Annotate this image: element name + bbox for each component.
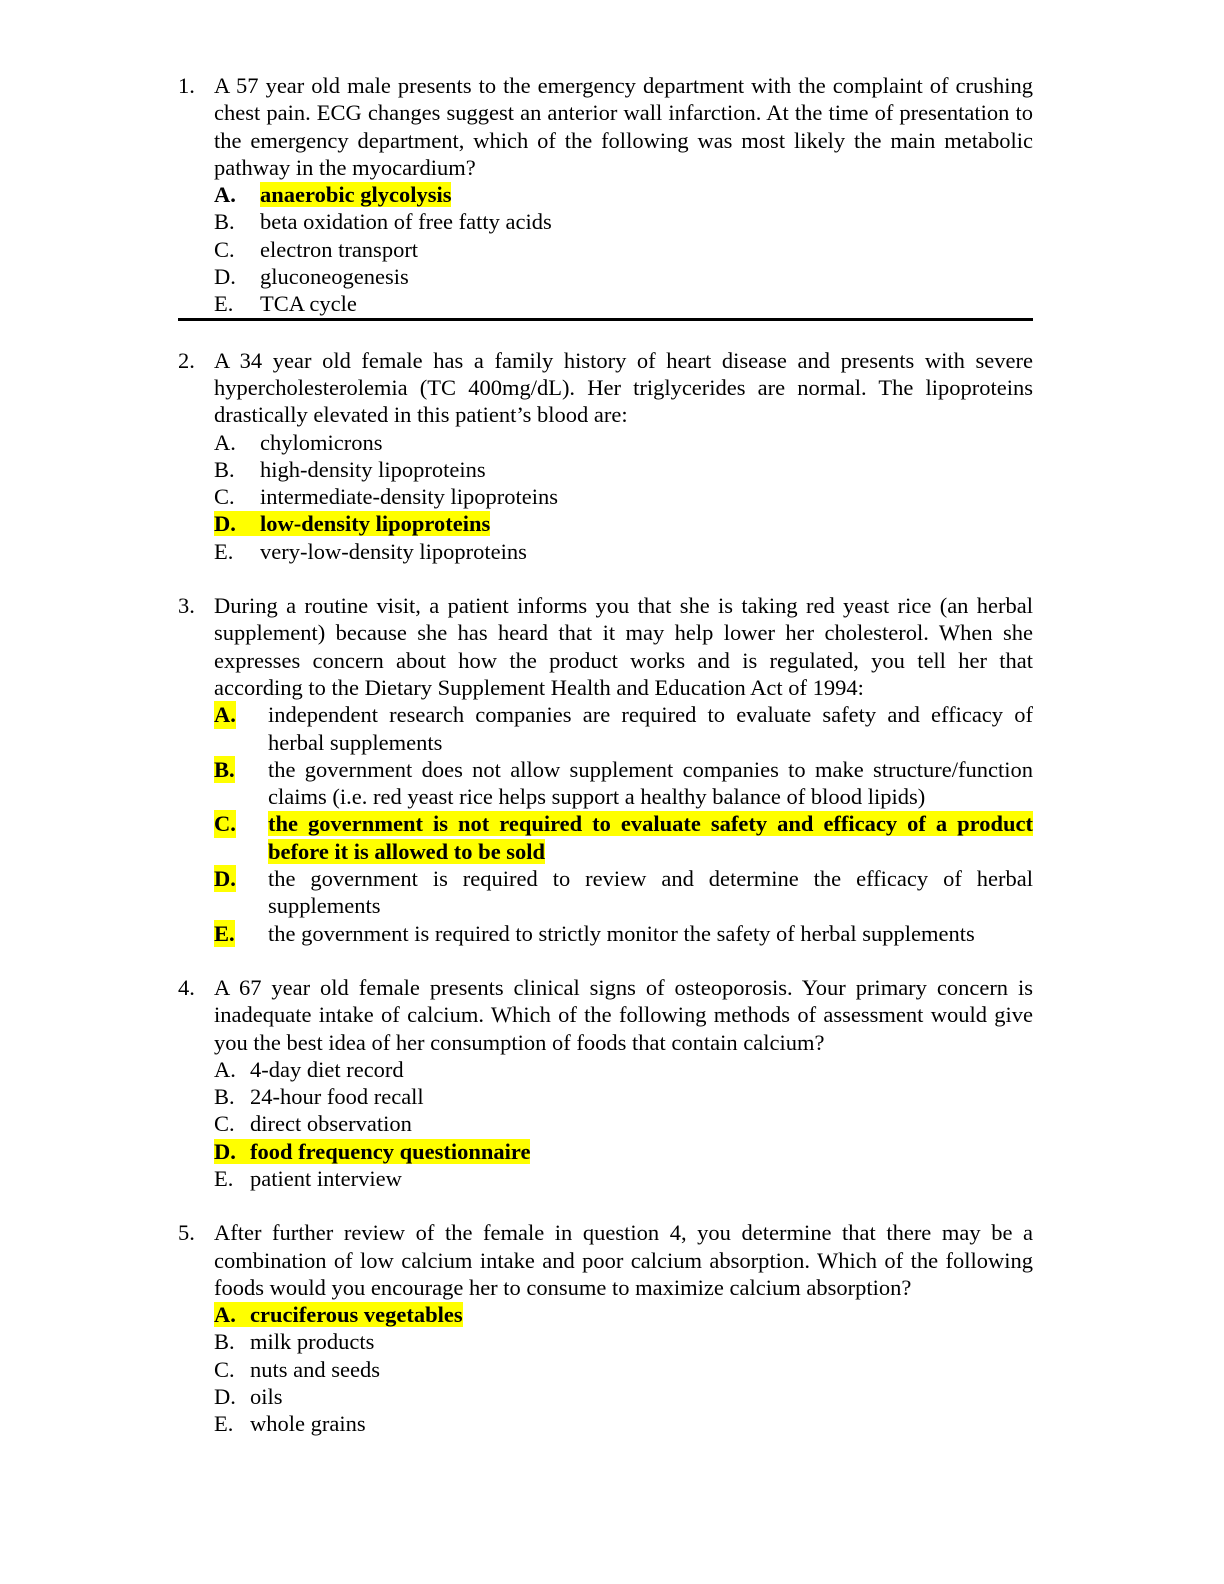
option-letter: E. bbox=[214, 1165, 234, 1191]
option-letter: E. bbox=[214, 291, 234, 317]
question-stem: During a routine visit, a patient informs you that she is taking red yeast rice (an herbal supplement) because she has heard that it may help lower her cholesterol. When she expresses concern about how the product works and is regulated, you tell her that according to the Dietary Supplement Health and Education Act of 1994: bbox=[214, 593, 1033, 700]
option-text: milk products bbox=[250, 1329, 375, 1355]
question-1 bbox=[178, 72, 1033, 318]
option-letter: B. bbox=[214, 1084, 235, 1110]
option-letter: A. bbox=[214, 1302, 236, 1328]
question-2 bbox=[178, 347, 1033, 565]
option-e bbox=[214, 920, 1033, 947]
option-c bbox=[214, 236, 1033, 263]
option-a bbox=[214, 429, 1033, 456]
question-number: 2. bbox=[178, 347, 195, 373]
option-letter: E. bbox=[214, 920, 235, 946]
option-a bbox=[214, 1056, 1033, 1083]
option-text: low-density lipoproteins bbox=[260, 511, 491, 537]
question-number: 1. bbox=[178, 73, 195, 98]
option-text: independent research companies are required to evaluate safety and efficacy of herbal supplements bbox=[268, 702, 1033, 755]
question-5 bbox=[178, 1219, 1033, 1437]
option-text: very-low-density lipoproteins bbox=[260, 538, 527, 564]
option-text: high-density lipoproteins bbox=[260, 456, 486, 482]
option-text: food frequency questionnaire bbox=[250, 1138, 531, 1164]
option-letter: C. bbox=[214, 236, 235, 262]
option-letter: C. bbox=[214, 1111, 235, 1137]
option-text: TCA cycle bbox=[260, 291, 357, 317]
option-a bbox=[214, 181, 1033, 208]
question-stem: After further review of the female in question 4, you determine that there may be a combination of low calcium intake and poor calcium absorption. Which of the following foods would you encourage her to consume to maximize calcium absorption? bbox=[214, 1220, 1033, 1300]
option-a bbox=[214, 1301, 1033, 1328]
option-text: nuts and seeds bbox=[250, 1356, 380, 1382]
option-text: the government is not required to evaluate safety and efficacy of a product before it is allowed to be sold bbox=[268, 811, 1033, 864]
question-stem: A 57 year old male presents to the emergency department with the complaint of crushing chest pain. ECG changes suggest an anterior wall infarction. At the time of presentation to the emergency department, which of the following was most likely the main metabolic pathway in the myocardium? bbox=[214, 73, 1033, 180]
option-b bbox=[214, 756, 1033, 811]
option-letter: C. bbox=[214, 811, 236, 837]
option-b bbox=[214, 1328, 1033, 1355]
question-3 bbox=[178, 592, 1033, 947]
option-text: cruciferous vegetables bbox=[250, 1302, 463, 1328]
option-text: patient interview bbox=[250, 1165, 402, 1191]
option-text: the government does not allow supplement companies to make structure/function claims (i.e. red yeast rice helps support a healthy balance of blood lipids) bbox=[268, 756, 1033, 810]
question-number: 4. bbox=[178, 974, 195, 1000]
question-number: 3. bbox=[178, 593, 195, 619]
option-b bbox=[214, 208, 1033, 235]
option-e bbox=[214, 1165, 1033, 1192]
option-text: the government is required to review and determine the efficacy of herbal supplements bbox=[268, 866, 1033, 919]
option-b bbox=[214, 1083, 1033, 1110]
option-letter: D. bbox=[214, 264, 236, 290]
option-text: electron transport bbox=[260, 236, 419, 262]
option-c bbox=[214, 483, 1033, 510]
option-text: gluconeogenesis bbox=[260, 264, 409, 290]
option-text: 4-day diet record bbox=[250, 1056, 404, 1082]
option-letter: D. bbox=[214, 866, 236, 892]
option-text: beta oxidation of free fatty acids bbox=[260, 209, 552, 235]
option-c bbox=[214, 1356, 1033, 1383]
option-letter: A. bbox=[214, 1056, 236, 1082]
option-e bbox=[214, 290, 1033, 317]
option-letter: D. bbox=[214, 511, 236, 537]
option-text: 24-hour food recall bbox=[250, 1084, 424, 1110]
option-letter: C. bbox=[214, 484, 235, 510]
option-text: direct observation bbox=[250, 1111, 412, 1137]
option-c bbox=[214, 810, 1033, 865]
option-d bbox=[214, 1383, 1033, 1410]
option-text: oils bbox=[250, 1384, 283, 1410]
option-letter: E. bbox=[214, 538, 234, 564]
option-text: the government is required to strictly monitor the safety of herbal supplements bbox=[268, 920, 975, 946]
question-4 bbox=[178, 974, 1033, 1192]
question-number: 5. bbox=[178, 1220, 195, 1246]
option-letter: C. bbox=[214, 1356, 235, 1382]
option-d bbox=[214, 865, 1033, 920]
option-e bbox=[214, 538, 1033, 565]
option-letter: A. bbox=[214, 702, 236, 728]
option-text: anaerobic glycolysis bbox=[260, 182, 452, 208]
option-letter: B. bbox=[214, 209, 235, 235]
option-a bbox=[214, 701, 1033, 756]
option-text: chylomicrons bbox=[260, 429, 383, 455]
option-letter: B. bbox=[214, 1329, 235, 1355]
option-d bbox=[214, 510, 1033, 537]
option-letter: B. bbox=[214, 756, 235, 782]
option-d bbox=[214, 1138, 1033, 1165]
option-text: whole grains bbox=[250, 1411, 366, 1437]
option-e bbox=[214, 1410, 1033, 1437]
option-letter: D. bbox=[214, 1138, 236, 1164]
option-d bbox=[214, 263, 1033, 290]
option-letter: A. bbox=[214, 182, 236, 208]
question-stem: A 34 year old female has a family history of heart disease and presents with severe hypercholesterolemia (TC 400mg/dL). Her triglycerides are normal. The lipoproteins drastically elevated in this patient’s blood are: bbox=[214, 347, 1033, 428]
option-b bbox=[214, 456, 1033, 483]
section-divider bbox=[178, 318, 1033, 321]
option-letter: E. bbox=[214, 1411, 234, 1437]
question-stem: A 67 year old female presents clinical signs of osteoporosis. Your primary concern is inadequate intake of calcium. Which of the following methods of assessment would give you the best idea of her consumption of foods that contain calcium? bbox=[214, 974, 1033, 1055]
option-c bbox=[214, 1110, 1033, 1137]
option-letter: B. bbox=[214, 456, 235, 482]
option-text: intermediate-density lipoproteins bbox=[260, 484, 559, 510]
option-letter: D. bbox=[214, 1384, 236, 1410]
option-letter: A. bbox=[214, 429, 236, 455]
document-page bbox=[178, 72, 1033, 1438]
